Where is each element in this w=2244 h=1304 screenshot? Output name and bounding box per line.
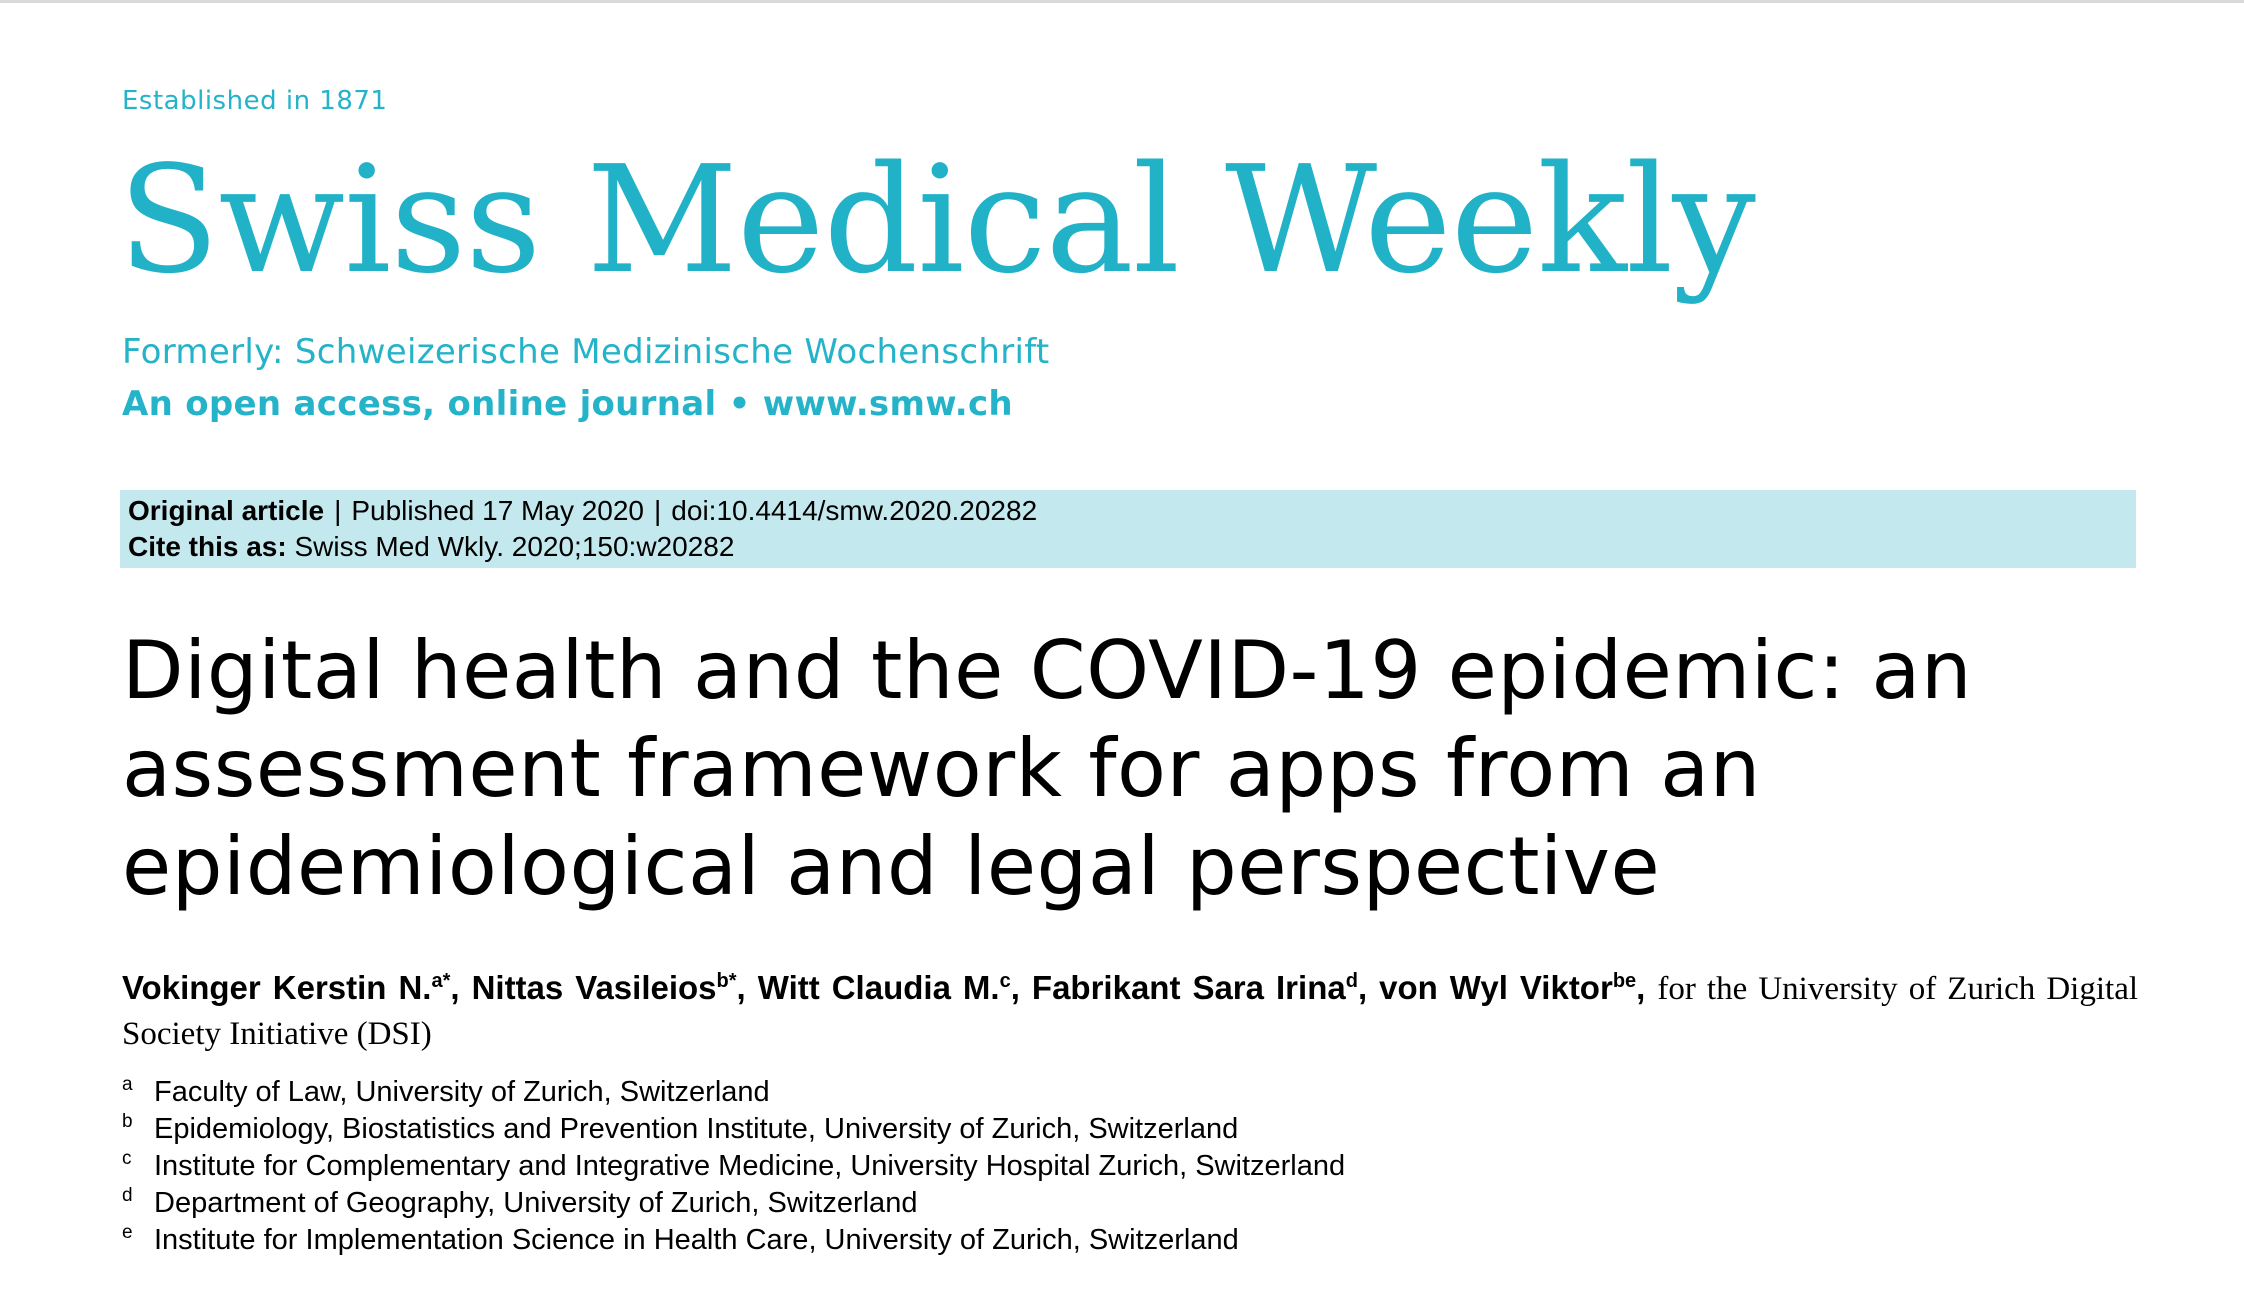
author-affiliation-marker: a* <box>431 970 451 992</box>
top-divider <box>0 0 2244 3</box>
journal-tagline: An open access, online journal • www.smw.ch <box>122 384 1013 424</box>
established-line: Established in 1871 <box>122 86 388 116</box>
author-name: Fabrikant Sara Irina$^d$ <box>1031 969 1358 1006</box>
affiliation-text: Institute for Implementation Science in Health Care, University of Zurich, Switzerland <box>154 1224 1239 1256</box>
affiliation-list <box>122 1074 1922 1259</box>
author-separator: , <box>450 969 472 1006</box>
author-name: von Wyl Viktor$^{be}$ <box>1379 969 1637 1006</box>
affiliation-key: b <box>122 1111 133 1132</box>
author-list <box>122 966 2138 1056</box>
article-title: Digital health and the COVID-19 epidemic: an assessment framework for apps from an epidemiological and legal perspective <box>122 624 1973 913</box>
author-affiliation-marker: c <box>999 970 1011 992</box>
affiliation-text: Epidemiology, Biostatistics and Prevention Institute, University of Zurich, Switzerland <box>154 1113 1239 1145</box>
author-name: Vokinger Kerstin N.$^{a*}$ <box>122 969 451 1006</box>
author-separator: , <box>1636 969 1658 1006</box>
author-affiliation-marker: d <box>1345 970 1358 992</box>
author-separator: , <box>1357 969 1380 1006</box>
affiliation-item <box>122 1074 1922 1111</box>
author-separator: , <box>1010 969 1032 1006</box>
affiliation-text: Department of Geography, University of Zurich, Switzerland <box>154 1187 918 1219</box>
publication-date: Published 17 May 2020 <box>351 495 645 526</box>
affiliation-key: a <box>122 1074 133 1095</box>
citation-line <box>128 530 734 564</box>
author-affiliation-marker: be <box>1612 970 1637 992</box>
citation-text: Swiss Med Wkly. 2020;150:w20282 <box>294 531 735 562</box>
affiliation-key: e <box>122 1222 133 1243</box>
affiliation-item <box>122 1222 1922 1259</box>
author-separator: , <box>736 969 758 1006</box>
journal-title: Swiss Medical Weekly <box>118 134 1755 306</box>
author-name: Witt Claudia M.$^c$ <box>757 969 1011 1006</box>
affiliation-item <box>122 1148 1922 1185</box>
former-title: Formerly: Schweizerische Medizinische Wochenschrift <box>122 332 1050 372</box>
article-meta-band <box>120 490 2136 568</box>
article-type: Original article <box>128 495 325 526</box>
affiliation-item <box>122 1111 1922 1148</box>
affiliation-item <box>122 1185 1922 1222</box>
cite-label: Cite this as: <box>128 531 287 562</box>
affiliation-text: Institute for Complementary and Integrative Medicine, University Hospital Zurich, Switzerland <box>154 1150 1346 1182</box>
author-affiliation-marker: b* <box>716 970 737 992</box>
affiliation-key: c <box>122 1148 132 1169</box>
article-meta-line <box>128 494 1037 528</box>
author-name: Nittas Vasileios$^{b*}$ <box>471 969 737 1006</box>
affiliation-text: Faculty of Law, University of Zurich, Switzerland <box>154 1076 770 1108</box>
meta-separator: | <box>654 495 662 526</box>
group-author: for the University of Zurich Digital Society Initiative (DSI) <box>122 971 2139 1052</box>
meta-separator: | <box>334 495 342 526</box>
affiliation-key: d <box>122 1185 133 1206</box>
doi-link[interactable]: doi:10.4414/smw.2020.20282 <box>671 495 1038 526</box>
